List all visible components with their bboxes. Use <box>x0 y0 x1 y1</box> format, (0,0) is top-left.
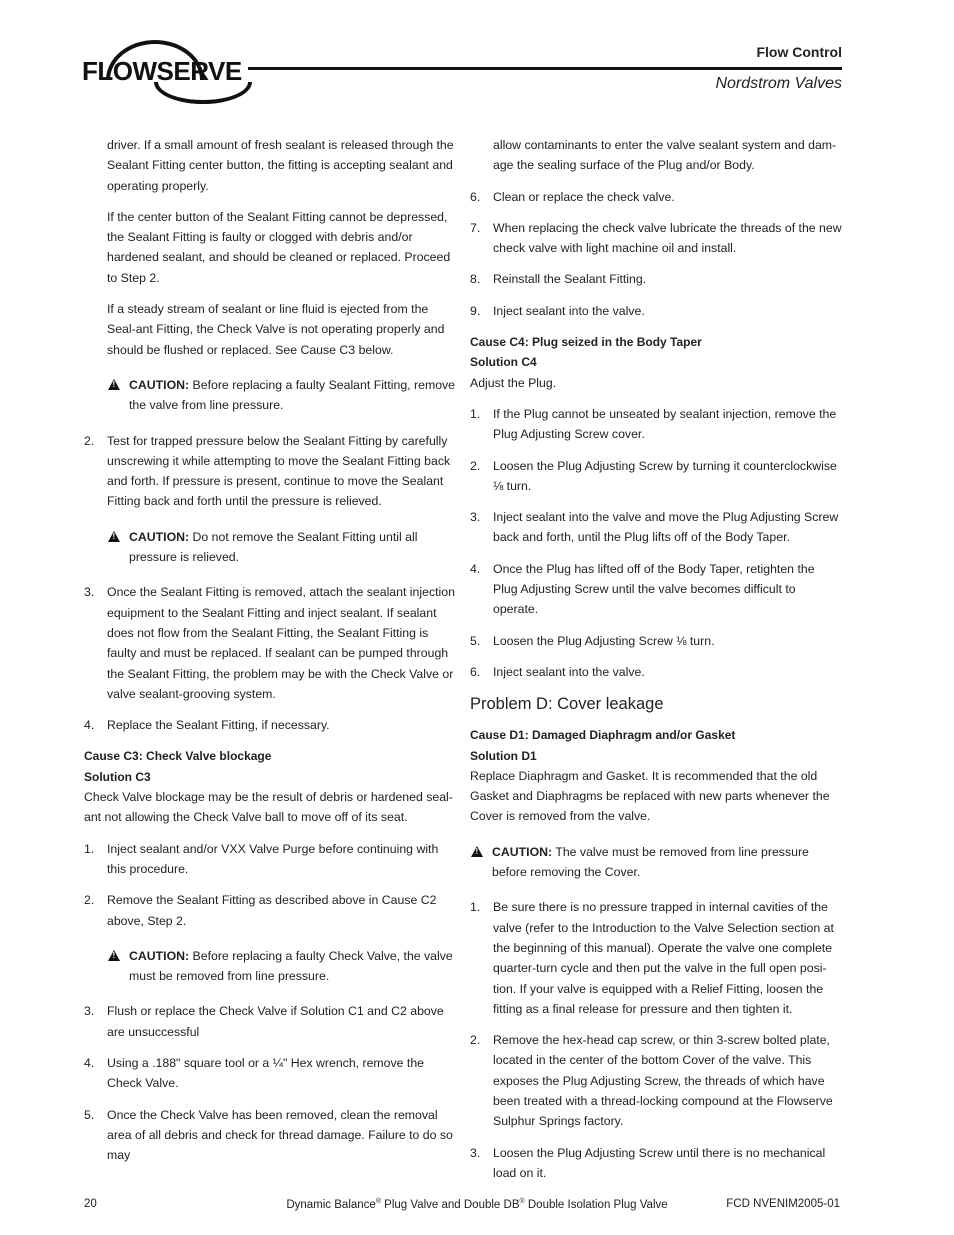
caution-text: The valve must be removed from line pressure before removing the Cover. <box>492 844 809 880</box>
cause-heading: Cause C4: Plug seized in the Body Taper <box>470 335 702 350</box>
list-item-text: Remove the Sealant Fitting as described above in Cause C2 above, Step 2. <box>107 893 437 928</box>
list-item <box>470 301 842 321</box>
paragraph: Replace Diaphragm and Gasket. It is recommended that the old Gasket and Diaphragms be replaced with new parts whenever the Cover is removed from the valve. <box>470 768 830 824</box>
caution-text: Before replacing a faulty Check Valve, the valve must be removed from line pressure. <box>129 948 453 984</box>
list-item <box>470 1143 842 1184</box>
warning-icon <box>108 379 120 390</box>
list-item <box>470 507 842 548</box>
list-item <box>470 269 842 289</box>
list-item-text: Once the Sealant Fitting is removed, attach the sealant injection equipment to the Sealant Fitting and inject sealant. If sealant does not flow from the Sealant Fitting, the Sealant Fitting is faulty and must be replaced. If sealant can be pumped through the Sealant Fitting, the problem may be with the Check Valve or valve sealant-grooving system. <box>107 585 455 701</box>
caution-label: CAUTION: <box>129 529 190 544</box>
caution-label: CAUTION: <box>129 948 190 963</box>
list-item <box>470 404 842 445</box>
list-item-number: 4. <box>84 1055 95 1070</box>
caution-label: CAUTION: <box>492 844 553 859</box>
paragraph: Adjust the Plug. <box>470 375 557 390</box>
caution-note <box>107 375 459 416</box>
list-item-number: 4. <box>84 718 95 733</box>
caution-text: Before replacing a faulty Sealant Fitting, remove the valve from line pressure. <box>129 377 456 413</box>
page-number: 20 <box>84 1198 97 1210</box>
paragraph: Check Valve blockage may be the result of debris or hardened seal-ant not allowing the Check Valve ball to move off of its seat. <box>84 790 453 825</box>
list-item-number: 1. <box>84 841 95 856</box>
list-item-text: Remove the hex-head cap screw, or thin 3-screw bolted plate, located in the center of the bottom Cover of the valve. This exposes the Plug Adjusting Screw, the threads of which have been treated with a thread-locking compound at the Flowserve Sulphur Springs factory. <box>493 1033 833 1129</box>
list-item <box>470 631 842 651</box>
list-item-text: Inject sealant into the valve. <box>493 664 645 679</box>
list-item <box>84 1105 459 1166</box>
numbered-list <box>84 582 459 735</box>
document-code: FCD NVENIM2005-01 <box>726 1198 840 1210</box>
solution-heading: Solution C3 <box>84 769 151 784</box>
problem-heading: Problem D: Cover leakage <box>470 695 664 714</box>
list-item <box>84 715 459 735</box>
paragraph: driver. If a small amount of fresh sealant is released through the Sealant Fitting center button, the fitting is accepting sealant and operating properly. <box>107 138 454 193</box>
list-item <box>470 1030 842 1131</box>
list-item-number: 2. <box>470 1033 481 1048</box>
flowserve-logo <box>82 38 242 102</box>
list-item <box>470 897 842 1019</box>
list-item-text: Loosen the Plug Adjusting Screw until there is no mechanical load on it. <box>493 1145 826 1180</box>
caution-label: CAUTION: <box>129 377 190 392</box>
numbered-list <box>470 404 842 682</box>
warning-icon <box>471 846 483 857</box>
caution-text: Do not remove the Sealant Fitting until all pressure is relieved. <box>129 529 418 565</box>
list-item-text: If the Plug cannot be unseated by sealant injection, remove the Plug Adjusting Screw cover. <box>493 406 837 442</box>
footer-title-c: Double Isolation Plug Valve <box>524 1198 668 1211</box>
header-subtitle: Nordstrom Valves <box>715 75 842 92</box>
paragraph: If a steady stream of sealant or line fluid is ejected from the Seal-ant Fitting, the Check Valve is not operating properly and should be flushed or replaced. See Cause C3 below. <box>107 302 445 357</box>
list-item <box>470 559 842 620</box>
caution-note <box>470 842 842 883</box>
list-item <box>470 187 842 207</box>
footer-title-a: Dynamic Balance <box>286 1198 376 1211</box>
paragraph: If the center button of the Sealant Fitting cannot be depressed, the Sealant Fitting is faulty or clogged with debris and/or hardened sealant, and should be cleaned or replaced. Proceed to Step 2. <box>107 209 451 285</box>
warning-icon <box>108 950 120 961</box>
list-item-number: 3. <box>470 510 481 525</box>
right-column <box>470 135 842 1194</box>
list-item-number: 7. <box>470 220 481 235</box>
logo-arc-bottom <box>154 82 252 104</box>
list-item <box>84 582 459 704</box>
list-item-number: 6. <box>470 664 481 679</box>
numbered-list <box>84 1001 459 1165</box>
header-rule <box>248 67 842 70</box>
list-item-text: Loosen the Plug Adjusting Screw ⅛ turn. <box>493 633 715 648</box>
list-item <box>84 1053 459 1094</box>
warning-icon <box>108 531 120 542</box>
list-item-number: 1. <box>470 406 481 421</box>
logo-text: FLOWSERVE <box>82 56 242 86</box>
list-item <box>470 662 842 682</box>
list-item-number: 1. <box>470 900 481 915</box>
paragraph: allow contaminants to enter the valve sealant system and dam-age the sealing surface of the Plug and/or Body. <box>493 138 837 173</box>
list-item-text: Be sure there is no pressure trapped in internal cavities of the valve (refer to the Introduction to the Valve Selection section at the beginning of this manual). Operate the valve one complete quarter-turn cycle and then put the valve in the full open posi-tion. If your valve is equipped with a Relief Fitting, loosen the fitting as a final release for pressure and then tighten it. <box>493 900 834 1016</box>
list-item-number: 5. <box>470 633 481 648</box>
solution-heading: Solution D1 <box>470 748 537 763</box>
list-item <box>84 1001 459 1042</box>
list-item-number: 9. <box>470 303 481 318</box>
list-item-number: 2. <box>470 458 481 473</box>
cause-heading: Cause D1: Damaged Diaphragm and/or Gasket <box>470 728 736 743</box>
list-item-text: Inject sealant into the valve and move the Plug Adjusting Screw back and forth, until the Plug lifts off of the Body Taper. <box>493 510 839 545</box>
list-item-text: Loosen the Plug Adjusting Screw by turning it counterclockwise ⅛ turn. <box>493 458 837 493</box>
list-item-number: 2. <box>84 893 95 908</box>
list-item-text: Clean or replace the check valve. <box>493 189 675 204</box>
numbered-list <box>84 431 459 512</box>
left-column <box>84 135 459 1176</box>
list-item-text: Inject sealant and/or VXX Valve Purge before continuing with this procedure. <box>107 841 439 876</box>
list-item-number: 2. <box>84 433 95 448</box>
numbered-list <box>470 897 842 1183</box>
list-item <box>84 890 459 931</box>
footer-title-b: Plug Valve and Double DB <box>380 1198 520 1211</box>
list-item-text: Once the Plug has lifted off of the Body Taper, retighten the Plug Adjusting Screw until the valve becomes difficult to operate. <box>493 561 815 617</box>
list-item-text: When replacing the check valve lubricate the threads of the new check valve with light machine oil and install. <box>493 220 842 256</box>
list-item-text: Replace the Sealant Fitting, if necessary. <box>107 718 330 733</box>
list-item-number: 4. <box>470 561 481 576</box>
list-item-number: 3. <box>84 1004 95 1019</box>
list-item-number: 5. <box>84 1107 95 1122</box>
caution-note <box>107 946 459 987</box>
list-item-text: Using a .188" square tool or a ¼" Hex wrench, remove the Check Valve. <box>107 1055 424 1091</box>
list-item <box>84 839 459 880</box>
numbered-list <box>84 839 459 931</box>
header-title: Flow Control <box>756 44 842 60</box>
caution-note <box>107 527 459 568</box>
list-item-number: 6. <box>470 189 481 204</box>
numbered-list <box>470 187 842 321</box>
list-item <box>470 456 842 497</box>
list-item-number: 8. <box>470 272 481 287</box>
registered-mark: ® <box>375 1198 381 1205</box>
list-item-text: Reinstall the Sealant Fitting. <box>493 272 647 287</box>
list-item-text: Inject sealant into the valve. <box>493 303 645 318</box>
solution-heading: Solution C4 <box>470 355 537 370</box>
list-item <box>470 218 842 259</box>
list-item-number: 3. <box>470 1145 481 1160</box>
list-item-number: 3. <box>84 585 95 600</box>
cause-heading: Cause C3: Check Valve blockage <box>84 749 272 764</box>
list-item-text: Flush or replace the Check Valve if Solution C1 and C2 above are unsuccessful <box>107 1004 444 1039</box>
list-item-text: Test for trapped pressure below the Sealant Fitting by carefully unscrewing it while attempting to move the Sealant Fitting back and forth. If pressure is present, continue to move the Sealant Fitting back and forth until the pressure is relieved. <box>107 433 451 509</box>
registered-mark: ® <box>519 1198 525 1205</box>
list-item-text: Once the Check Valve has been removed, clean the removal area of all debris and check for thread damage. Failure to do so may <box>107 1107 453 1163</box>
list-item <box>84 431 459 512</box>
